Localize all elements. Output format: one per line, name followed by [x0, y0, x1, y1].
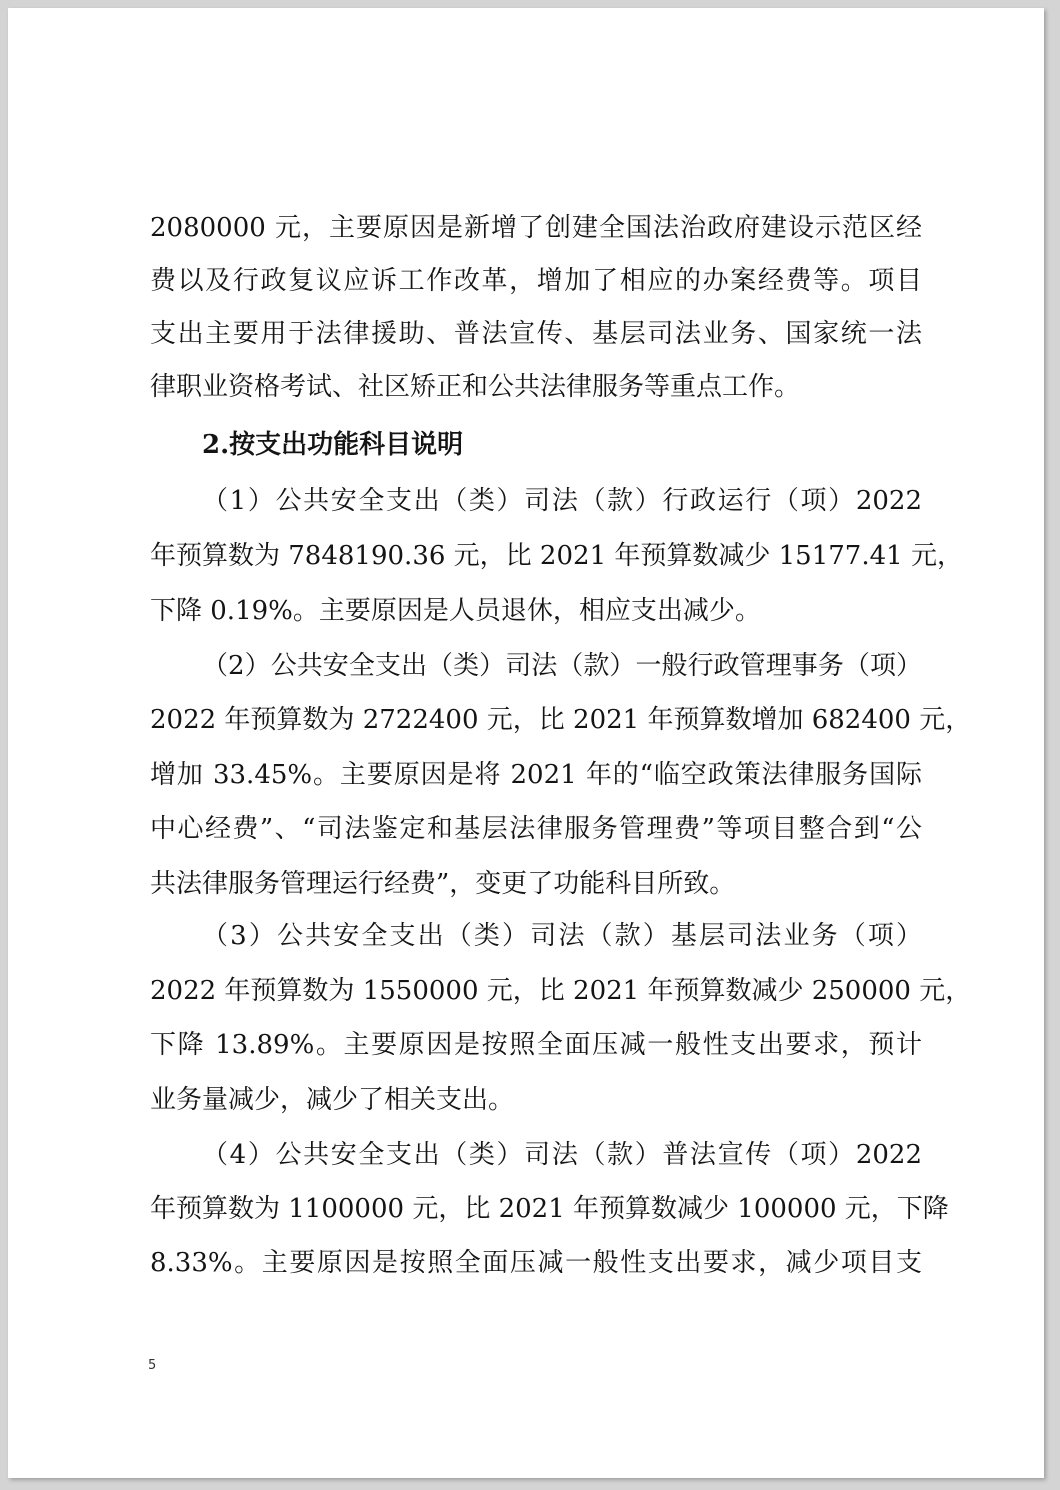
paragraph-1-line-2: 费以及行政复议应诉工作改革，增加了相应的办案经费等。项目: [150, 266, 922, 296]
item-3-line-4: 业务量减少，减少了相关支出。: [150, 1085, 515, 1115]
item-3-line-1: （3）公共安全支出（类）司法（款）基层司法业务（项）: [202, 921, 922, 951]
document-page: [8, 8, 1044, 1478]
page-number: 5: [148, 1358, 157, 1373]
item-4-line-2: 年预算数为 1100000 元，比 2021 年预算数减少 100000 元，下降: [150, 1194, 949, 1224]
item-2-line-4: 中心经费”、“司法鉴定和基层法律服务管理费”等项目整合到“公: [150, 814, 922, 844]
item-1-line-2: 年预算数为 7848190.36 元，比 2021 年预算数减少 15177.41 元，: [150, 541, 963, 571]
item-4-line-1: （4）公共安全支出（类）司法（款）普法宣传（项）2022: [202, 1140, 922, 1170]
item-2-line-3: 增加 33.45%。主要原因是将 2021 年的“临空政策法律服务国际: [150, 760, 922, 790]
item-3-line-3: 下降 13.89%。主要原因是按照全面压减一般性支出要求，预计: [150, 1030, 922, 1060]
item-3-line-2: 2022 年预算数为 1550000 元，比 2021 年预算数减少 250000 元，: [150, 976, 972, 1006]
item-2-line-1: （2）公共安全支出（类）司法（款）一般行政管理事务（项）: [202, 651, 922, 681]
item-1-line-3: 下降 0.19%。主要原因是人员退休，相应支出减少。: [150, 596, 761, 626]
item-2-line-5: 共法律服务管理运行经费”，变更了功能科目所致。: [150, 869, 736, 899]
section-heading: 2.按支出功能科目说明: [202, 430, 464, 460]
paragraph-1-line-1: 2080000 元，主要原因是新增了创建全国法治政府建设示范区经: [150, 213, 922, 243]
paragraph-1-line-3: 支出主要用于法律援助、普法宣传、基层司法业务、国家统一法: [150, 319, 922, 349]
paragraph-1-line-4: 律职业资格考试、社区矫正和公共法律服务等重点工作。: [150, 372, 801, 402]
item-2-line-2: 2022 年预算数为 2722400 元，比 2021 年预算数增加 682400 元，: [150, 705, 972, 735]
item-1-line-1: （1）公共安全支出（类）司法（款）行政运行（项）2022: [202, 486, 922, 516]
item-4-line-3: 8.33%。主要原因是按照全面压减一般性支出要求，减少项目支: [150, 1248, 922, 1278]
